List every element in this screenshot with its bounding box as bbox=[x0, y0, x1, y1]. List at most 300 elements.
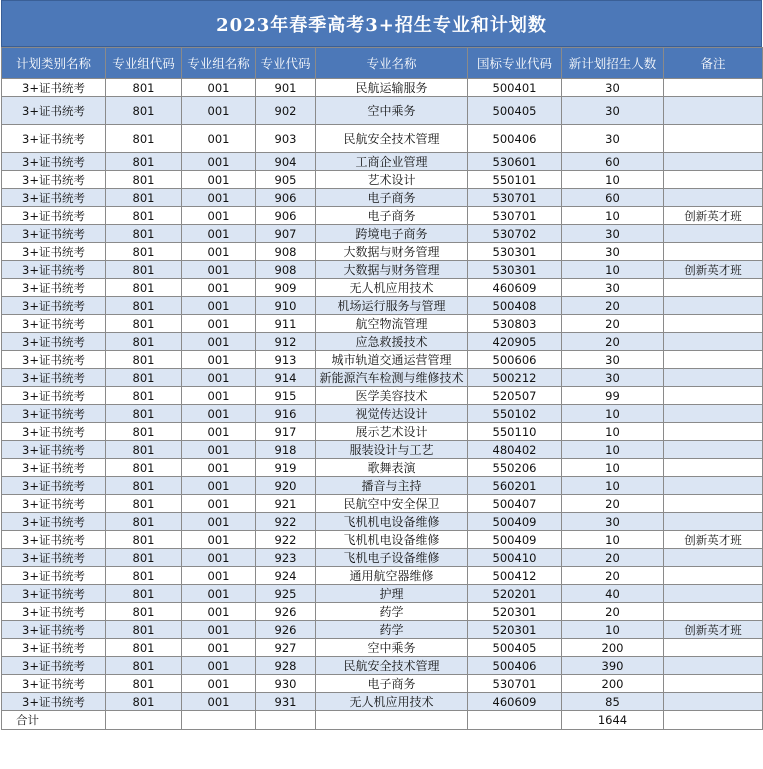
table-row bbox=[2, 97, 763, 125]
plan-category-cell: 3+证书统考 bbox=[2, 585, 106, 603]
column-header: 备注 bbox=[664, 48, 763, 79]
major-name-cell: 大数据与财务管理 bbox=[316, 243, 468, 261]
plan-document bbox=[1, 0, 762, 730]
table-row bbox=[2, 693, 763, 711]
plan-category-cell: 3+证书统考 bbox=[2, 189, 106, 207]
plan-category-cell: 3+证书统考 bbox=[2, 153, 106, 171]
major-code-cell: 931 bbox=[256, 693, 316, 711]
plan-count-cell: 10 bbox=[562, 621, 664, 639]
major-name-cell: 无人机应用技术 bbox=[316, 279, 468, 297]
major-name-cell: 艺术设计 bbox=[316, 171, 468, 189]
major-code-cell: 906 bbox=[256, 189, 316, 207]
remark-cell bbox=[664, 153, 763, 171]
plan-count-cell: 60 bbox=[562, 153, 664, 171]
plan-category-cell: 3+证书统考 bbox=[2, 261, 106, 279]
plan-count-cell: 10 bbox=[562, 207, 664, 225]
group-name-cell: 001 bbox=[182, 495, 256, 513]
group-name-cell: 001 bbox=[182, 333, 256, 351]
table-row bbox=[2, 125, 763, 153]
table-row bbox=[2, 531, 763, 549]
table-header-row bbox=[2, 48, 763, 79]
plan-category-cell: 3+证书统考 bbox=[2, 207, 106, 225]
national-code-cell: 500406 bbox=[468, 657, 562, 675]
plan-category-cell: 3+证书统考 bbox=[2, 603, 106, 621]
plan-count-cell: 30 bbox=[562, 351, 664, 369]
remark-cell: 创新英才班 bbox=[664, 261, 763, 279]
plan-count-cell: 85 bbox=[562, 693, 664, 711]
remark-cell bbox=[664, 657, 763, 675]
major-code-cell: 901 bbox=[256, 79, 316, 97]
remark-cell bbox=[664, 333, 763, 351]
major-name-cell: 航空物流管理 bbox=[316, 315, 468, 333]
plan-count-cell: 40 bbox=[562, 585, 664, 603]
remark-cell bbox=[664, 441, 763, 459]
plan-count-cell: 20 bbox=[562, 567, 664, 585]
plan-category-cell: 3+证书统考 bbox=[2, 441, 106, 459]
major-name-cell: 飞机电子设备维修 bbox=[316, 549, 468, 567]
plan-count-cell: 20 bbox=[562, 315, 664, 333]
national-code-cell: 520301 bbox=[468, 603, 562, 621]
group-code-cell: 801 bbox=[106, 189, 182, 207]
major-code-cell: 918 bbox=[256, 441, 316, 459]
remark-cell bbox=[664, 79, 763, 97]
group-name-cell: 001 bbox=[182, 171, 256, 189]
remark-cell bbox=[664, 513, 763, 531]
table-row bbox=[2, 639, 763, 657]
table-row bbox=[2, 657, 763, 675]
major-name-cell: 工商企业管理 bbox=[316, 153, 468, 171]
remark-cell bbox=[664, 279, 763, 297]
major-code-cell: 915 bbox=[256, 387, 316, 405]
group-name-cell: 001 bbox=[182, 189, 256, 207]
major-name-cell: 民航安全技术管理 bbox=[316, 657, 468, 675]
national-code-cell: 550110 bbox=[468, 423, 562, 441]
enrollment-table bbox=[1, 47, 763, 730]
national-code-cell: 500406 bbox=[468, 125, 562, 153]
plan-count-cell: 30 bbox=[562, 225, 664, 243]
table-row bbox=[2, 243, 763, 261]
remark-cell bbox=[664, 125, 763, 153]
major-name-cell: 歌舞表演 bbox=[316, 459, 468, 477]
national-code-cell: 530701 bbox=[468, 189, 562, 207]
remark-cell bbox=[664, 639, 763, 657]
plan-count-cell: 10 bbox=[562, 531, 664, 549]
remark-cell bbox=[664, 351, 763, 369]
group-code-cell: 801 bbox=[106, 657, 182, 675]
major-code-cell: 926 bbox=[256, 621, 316, 639]
major-code-cell: 912 bbox=[256, 333, 316, 351]
national-code-cell: 520507 bbox=[468, 387, 562, 405]
remark-cell bbox=[664, 459, 763, 477]
group-name-cell: 001 bbox=[182, 207, 256, 225]
group-name-cell: 001 bbox=[182, 513, 256, 531]
plan-count-cell: 10 bbox=[562, 405, 664, 423]
major-name-cell: 飞机机电设备维修 bbox=[316, 531, 468, 549]
total-cell bbox=[316, 711, 468, 730]
table-row bbox=[2, 225, 763, 243]
group-name-cell: 001 bbox=[182, 315, 256, 333]
plan-count-cell: 30 bbox=[562, 243, 664, 261]
group-name-cell: 001 bbox=[182, 387, 256, 405]
group-code-cell: 801 bbox=[106, 477, 182, 495]
table-row bbox=[2, 549, 763, 567]
major-code-cell: 913 bbox=[256, 351, 316, 369]
national-code-cell: 520301 bbox=[468, 621, 562, 639]
national-code-cell: 530701 bbox=[468, 207, 562, 225]
table-row bbox=[2, 351, 763, 369]
remark-cell bbox=[664, 675, 763, 693]
plan-category-cell: 3+证书统考 bbox=[2, 513, 106, 531]
group-name-cell: 001 bbox=[182, 423, 256, 441]
major-code-cell: 920 bbox=[256, 477, 316, 495]
remark-cell bbox=[664, 423, 763, 441]
group-code-cell: 801 bbox=[106, 423, 182, 441]
plan-category-cell: 3+证书统考 bbox=[2, 693, 106, 711]
group-name-cell: 001 bbox=[182, 297, 256, 315]
table-row bbox=[2, 369, 763, 387]
group-name-cell: 001 bbox=[182, 351, 256, 369]
plan-category-cell: 3+证书统考 bbox=[2, 495, 106, 513]
group-name-cell: 001 bbox=[182, 279, 256, 297]
table-row bbox=[2, 189, 763, 207]
plan-category-cell: 3+证书统考 bbox=[2, 459, 106, 477]
major-code-cell: 907 bbox=[256, 225, 316, 243]
national-code-cell: 500405 bbox=[468, 97, 562, 125]
plan-count-cell: 10 bbox=[562, 477, 664, 495]
remark-cell bbox=[664, 225, 763, 243]
table-row bbox=[2, 405, 763, 423]
major-code-cell: 914 bbox=[256, 369, 316, 387]
plan-category-cell: 3+证书统考 bbox=[2, 351, 106, 369]
major-name-cell: 电子商务 bbox=[316, 189, 468, 207]
plan-category-cell: 3+证书统考 bbox=[2, 549, 106, 567]
group-code-cell: 801 bbox=[106, 279, 182, 297]
national-code-cell: 500410 bbox=[468, 549, 562, 567]
group-code-cell: 801 bbox=[106, 585, 182, 603]
remark-cell bbox=[664, 693, 763, 711]
table-row bbox=[2, 459, 763, 477]
remark-cell bbox=[664, 297, 763, 315]
plan-category-cell: 3+证书统考 bbox=[2, 97, 106, 125]
total-cell bbox=[182, 711, 256, 730]
table-row bbox=[2, 423, 763, 441]
group-code-cell: 801 bbox=[106, 243, 182, 261]
major-name-cell: 民航空中安全保卫 bbox=[316, 495, 468, 513]
table-row bbox=[2, 477, 763, 495]
national-code-cell: 520201 bbox=[468, 585, 562, 603]
table-row bbox=[2, 585, 763, 603]
national-code-cell: 420905 bbox=[468, 333, 562, 351]
major-code-cell: 922 bbox=[256, 531, 316, 549]
group-name-cell: 001 bbox=[182, 369, 256, 387]
major-code-cell: 927 bbox=[256, 639, 316, 657]
national-code-cell: 560201 bbox=[468, 477, 562, 495]
national-code-cell: 530702 bbox=[468, 225, 562, 243]
major-name-cell: 播音与主持 bbox=[316, 477, 468, 495]
group-code-cell: 801 bbox=[106, 639, 182, 657]
table-row bbox=[2, 333, 763, 351]
plan-count-cell: 30 bbox=[562, 79, 664, 97]
table-row bbox=[2, 675, 763, 693]
table-row bbox=[2, 315, 763, 333]
total-row bbox=[2, 711, 763, 730]
plan-category-cell: 3+证书统考 bbox=[2, 675, 106, 693]
major-name-cell: 大数据与财务管理 bbox=[316, 261, 468, 279]
plan-count-cell: 20 bbox=[562, 297, 664, 315]
group-name-cell: 001 bbox=[182, 125, 256, 153]
national-code-cell: 530301 bbox=[468, 243, 562, 261]
remark-cell bbox=[664, 495, 763, 513]
major-name-cell: 医学美容技术 bbox=[316, 387, 468, 405]
group-name-cell: 001 bbox=[182, 97, 256, 125]
major-code-cell: 909 bbox=[256, 279, 316, 297]
plan-count-cell: 10 bbox=[562, 423, 664, 441]
remark-cell bbox=[664, 189, 763, 207]
plan-category-cell: 3+证书统考 bbox=[2, 477, 106, 495]
plan-category-cell: 3+证书统考 bbox=[2, 125, 106, 153]
plan-count-cell: 10 bbox=[562, 441, 664, 459]
national-code-cell: 460609 bbox=[468, 279, 562, 297]
plan-category-cell: 3+证书统考 bbox=[2, 369, 106, 387]
group-code-cell: 801 bbox=[106, 333, 182, 351]
major-name-cell: 新能源汽车检测与维修技术 bbox=[316, 369, 468, 387]
group-code-cell: 801 bbox=[106, 225, 182, 243]
national-code-cell: 500407 bbox=[468, 495, 562, 513]
group-code-cell: 801 bbox=[106, 387, 182, 405]
major-name-cell: 无人机应用技术 bbox=[316, 693, 468, 711]
remark-cell bbox=[664, 97, 763, 125]
major-name-cell: 民航运输服务 bbox=[316, 79, 468, 97]
major-code-cell: 917 bbox=[256, 423, 316, 441]
national-code-cell: 500409 bbox=[468, 513, 562, 531]
plan-count-cell: 390 bbox=[562, 657, 664, 675]
national-code-cell: 500409 bbox=[468, 531, 562, 549]
major-name-cell: 机场运行服务与管理 bbox=[316, 297, 468, 315]
plan-count-cell: 30 bbox=[562, 513, 664, 531]
group-name-cell: 001 bbox=[182, 603, 256, 621]
remark-cell bbox=[664, 405, 763, 423]
group-name-cell: 001 bbox=[182, 261, 256, 279]
table-row bbox=[2, 567, 763, 585]
national-code-cell: 550206 bbox=[468, 459, 562, 477]
group-code-cell: 801 bbox=[106, 405, 182, 423]
plan-count-cell: 30 bbox=[562, 279, 664, 297]
national-code-cell: 500212 bbox=[468, 369, 562, 387]
group-name-cell: 001 bbox=[182, 675, 256, 693]
plan-count-cell: 200 bbox=[562, 639, 664, 657]
table-row bbox=[2, 387, 763, 405]
major-code-cell: 926 bbox=[256, 603, 316, 621]
group-code-cell: 801 bbox=[106, 261, 182, 279]
major-code-cell: 921 bbox=[256, 495, 316, 513]
plan-category-cell: 3+证书统考 bbox=[2, 297, 106, 315]
major-code-cell: 906 bbox=[256, 207, 316, 225]
plan-count-cell: 60 bbox=[562, 189, 664, 207]
plan-count-cell: 10 bbox=[562, 459, 664, 477]
plan-category-cell: 3+证书统考 bbox=[2, 639, 106, 657]
table-row bbox=[2, 441, 763, 459]
remark-cell: 创新英才班 bbox=[664, 531, 763, 549]
plan-category-cell: 3+证书统考 bbox=[2, 405, 106, 423]
plan-category-cell: 3+证书统考 bbox=[2, 79, 106, 97]
major-name-cell: 跨境电子商务 bbox=[316, 225, 468, 243]
table-row bbox=[2, 621, 763, 639]
group-name-cell: 001 bbox=[182, 531, 256, 549]
major-name-cell: 视觉传达设计 bbox=[316, 405, 468, 423]
plan-count-cell: 20 bbox=[562, 603, 664, 621]
table-row bbox=[2, 495, 763, 513]
group-code-cell: 801 bbox=[106, 603, 182, 621]
plan-count-cell: 99 bbox=[562, 387, 664, 405]
plan-category-cell: 3+证书统考 bbox=[2, 657, 106, 675]
plan-category-cell: 3+证书统考 bbox=[2, 621, 106, 639]
group-code-cell: 801 bbox=[106, 513, 182, 531]
group-name-cell: 001 bbox=[182, 477, 256, 495]
plan-count-cell: 30 bbox=[562, 97, 664, 125]
remark-cell bbox=[664, 315, 763, 333]
group-code-cell: 801 bbox=[106, 315, 182, 333]
national-code-cell: 480402 bbox=[468, 441, 562, 459]
plan-category-cell: 3+证书统考 bbox=[2, 315, 106, 333]
national-code-cell: 500412 bbox=[468, 567, 562, 585]
group-name-cell: 001 bbox=[182, 225, 256, 243]
plan-count-cell: 20 bbox=[562, 549, 664, 567]
total-label: 合计 bbox=[2, 711, 106, 730]
table-row bbox=[2, 513, 763, 531]
table-row bbox=[2, 603, 763, 621]
major-code-cell: 908 bbox=[256, 243, 316, 261]
table-row bbox=[2, 261, 763, 279]
group-name-cell: 001 bbox=[182, 79, 256, 97]
table-row bbox=[2, 79, 763, 97]
remark-cell: 创新英才班 bbox=[664, 621, 763, 639]
national-code-cell: 460609 bbox=[468, 693, 562, 711]
major-name-cell: 护理 bbox=[316, 585, 468, 603]
table-row bbox=[2, 297, 763, 315]
major-code-cell: 924 bbox=[256, 567, 316, 585]
national-code-cell: 530803 bbox=[468, 315, 562, 333]
major-code-cell: 911 bbox=[256, 315, 316, 333]
table-row bbox=[2, 207, 763, 225]
national-code-cell: 500405 bbox=[468, 639, 562, 657]
major-code-cell: 930 bbox=[256, 675, 316, 693]
group-name-cell: 001 bbox=[182, 549, 256, 567]
plan-category-cell: 3+证书统考 bbox=[2, 243, 106, 261]
major-name-cell: 空中乘务 bbox=[316, 639, 468, 657]
group-code-cell: 801 bbox=[106, 97, 182, 125]
remark-cell bbox=[664, 243, 763, 261]
major-name-cell: 民航安全技术管理 bbox=[316, 125, 468, 153]
group-code-cell: 801 bbox=[106, 207, 182, 225]
major-name-cell: 电子商务 bbox=[316, 675, 468, 693]
group-name-cell: 001 bbox=[182, 243, 256, 261]
major-name-cell: 服装设计与工艺 bbox=[316, 441, 468, 459]
group-code-cell: 801 bbox=[106, 549, 182, 567]
table-row bbox=[2, 171, 763, 189]
major-name-cell: 药学 bbox=[316, 603, 468, 621]
group-code-cell: 801 bbox=[106, 297, 182, 315]
column-header: 计划类别名称 bbox=[2, 48, 106, 79]
remark-cell bbox=[664, 567, 763, 585]
column-header: 专业代码 bbox=[256, 48, 316, 79]
group-code-cell: 801 bbox=[106, 441, 182, 459]
plan-category-cell: 3+证书统考 bbox=[2, 531, 106, 549]
remark-cell bbox=[664, 369, 763, 387]
group-code-cell: 801 bbox=[106, 531, 182, 549]
column-header: 专业名称 bbox=[316, 48, 468, 79]
table-row bbox=[2, 279, 763, 297]
plan-category-cell: 3+证书统考 bbox=[2, 423, 106, 441]
total-cell bbox=[664, 711, 763, 730]
plan-count-cell: 20 bbox=[562, 495, 664, 513]
major-code-cell: 905 bbox=[256, 171, 316, 189]
national-code-cell: 550102 bbox=[468, 405, 562, 423]
group-code-cell: 801 bbox=[106, 459, 182, 477]
major-code-cell: 928 bbox=[256, 657, 316, 675]
plan-count-cell: 30 bbox=[562, 369, 664, 387]
group-name-cell: 001 bbox=[182, 639, 256, 657]
national-code-cell: 550101 bbox=[468, 171, 562, 189]
national-code-cell: 500408 bbox=[468, 297, 562, 315]
major-name-cell: 城市轨道交通运营管理 bbox=[316, 351, 468, 369]
remark-cell bbox=[664, 603, 763, 621]
major-code-cell: 919 bbox=[256, 459, 316, 477]
remark-cell bbox=[664, 387, 763, 405]
group-code-cell: 801 bbox=[106, 153, 182, 171]
group-code-cell: 801 bbox=[106, 567, 182, 585]
group-name-cell: 001 bbox=[182, 459, 256, 477]
group-name-cell: 001 bbox=[182, 567, 256, 585]
plan-count-cell: 10 bbox=[562, 171, 664, 189]
plan-category-cell: 3+证书统考 bbox=[2, 333, 106, 351]
total-cell bbox=[256, 711, 316, 730]
national-code-cell: 500401 bbox=[468, 79, 562, 97]
group-code-cell: 801 bbox=[106, 693, 182, 711]
total-cell bbox=[106, 711, 182, 730]
major-code-cell: 908 bbox=[256, 261, 316, 279]
major-code-cell: 923 bbox=[256, 549, 316, 567]
plan-category-cell: 3+证书统考 bbox=[2, 279, 106, 297]
group-name-cell: 001 bbox=[182, 693, 256, 711]
plan-category-cell: 3+证书统考 bbox=[2, 567, 106, 585]
major-code-cell: 903 bbox=[256, 125, 316, 153]
remark-cell: 创新英才班 bbox=[664, 207, 763, 225]
major-code-cell: 922 bbox=[256, 513, 316, 531]
major-name-cell: 通用航空器维修 bbox=[316, 567, 468, 585]
plan-category-cell: 3+证书统考 bbox=[2, 387, 106, 405]
major-name-cell: 电子商务 bbox=[316, 207, 468, 225]
total-value: 1644 bbox=[562, 711, 664, 730]
column-header: 专业组名称 bbox=[182, 48, 256, 79]
remark-cell bbox=[664, 585, 763, 603]
remark-cell bbox=[664, 549, 763, 567]
remark-cell bbox=[664, 171, 763, 189]
column-header: 国标专业代码 bbox=[468, 48, 562, 79]
group-name-cell: 001 bbox=[182, 621, 256, 639]
group-code-cell: 801 bbox=[106, 351, 182, 369]
major-name-cell: 空中乘务 bbox=[316, 97, 468, 125]
major-name-cell: 应急救援技术 bbox=[316, 333, 468, 351]
page-title: 2023年春季高考3+招生专业和计划数 bbox=[1, 0, 762, 47]
table-body bbox=[2, 79, 763, 711]
major-code-cell: 904 bbox=[256, 153, 316, 171]
group-name-cell: 001 bbox=[182, 441, 256, 459]
national-code-cell: 500606 bbox=[468, 351, 562, 369]
plan-category-cell: 3+证书统考 bbox=[2, 225, 106, 243]
group-name-cell: 001 bbox=[182, 585, 256, 603]
national-code-cell: 530701 bbox=[468, 675, 562, 693]
group-code-cell: 801 bbox=[106, 369, 182, 387]
